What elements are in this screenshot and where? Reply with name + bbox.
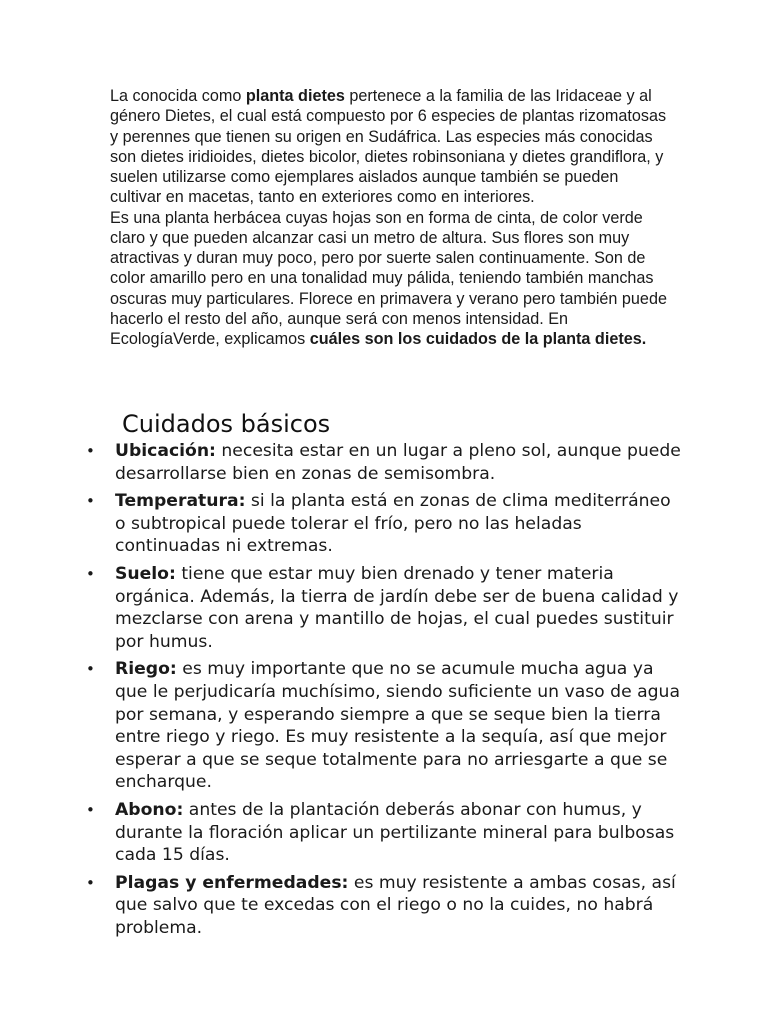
section-heading: Cuidados básicos	[122, 410, 331, 438]
bullet-icon: •	[86, 800, 95, 819]
bullet-icon: •	[86, 660, 95, 679]
intro-p2-text: Es una planta herbácea cuyas hojas son en forma de cinta, de color verde claro y que pueden alcanzar casi un metro de altura. Sus flores son muy atractivas y duran muy poco, pero por suerte salen continuamente. Son de color amarillo pero en una tonalidad muy pálida, teniendo también manchas oscuras muy particulares. Florece en primavera y verano pero también puede hacerlo el resto del año, aunque será con menos intensidad. En EcologíaVerde, explicamos	[110, 208, 667, 348]
intro-text	[110, 86, 670, 349]
care-item-text: tiene que estar muy bien drenado y tener materia orgánica. Además, la tierra de jardín debe ser de buena calidad y mezclarse con arena y mantillo de hojas, el cual puedes sustituir por humus.	[115, 563, 679, 652]
care-item-temperatura	[86, 490, 686, 558]
care-item-plagas	[86, 872, 686, 940]
intro-p2-bold-care-link: cuáles son los cuidados de la planta dietes.	[309, 330, 647, 348]
care-item-text: si la planta está en zonas de clima mediterráneo o subtropical puede tolerar el frío, pero no las heladas continuadas ni extremas.	[115, 491, 671, 557]
bullet-icon: •	[86, 564, 95, 583]
care-item-label: Suelo:	[115, 563, 176, 584]
care-item-ubicacion	[86, 440, 686, 485]
care-item-abono	[86, 799, 686, 867]
care-list	[86, 440, 686, 944]
care-item-text: antes de la plantación deberás abonar con humus, y durante la floración aplicar un pertilizante mineral para bulbosas cada 15 días.	[115, 799, 675, 866]
care-item-label: Temperatura:	[115, 491, 246, 512]
intro-paragraph-1	[110, 86, 670, 208]
intro-paragraph-2	[110, 208, 670, 350]
care-item-label: Plagas y enfermedades:	[115, 872, 349, 893]
bullet-icon: •	[86, 492, 95, 511]
care-item-text: es muy importante que no se acumule mucha agua ya que le perjudicaría muchísimo, siendo suficiente un vaso de agua por semana, y esperando siempre a que se seque bien la tierra entre riego y riego. Es muy resistente a la sequía, así que mejor esperar a que se seque totalmente para no arriesgarte a que se encharque.	[115, 659, 680, 793]
care-item-riego	[86, 658, 686, 794]
care-item-label: Riego:	[115, 659, 177, 680]
care-item-label: Ubicación:	[115, 441, 216, 461]
care-item-label: Abono:	[115, 799, 184, 820]
intro-p1-text-start: La conocida como	[110, 87, 246, 105]
bullet-icon: •	[86, 873, 95, 892]
care-item-text: necesita estar en un lugar a pleno sol, aunque puede desarrollarse bien en zonas de semisombra.	[115, 441, 681, 484]
care-item-suelo	[86, 563, 686, 653]
intro-p1-bold-plant-name: planta dietes	[245, 87, 345, 105]
intro-p1-text-end: pertenece a la familia de las Iridaceae y al género Dietes, el cual está compuesto por 6 especies de plantas rizomatosas y perennes que tienen su origen en Sudáfrica. Las especies más conocidas son dietes iridioides, dietes bicolor, dietes robinsoniana y dietes grandiflora, y suelen utilizarse como ejemplares aislados aunque también se pueden cultivar en macetas, tanto en exteriores como en interiores.	[110, 87, 667, 207]
bullet-icon: •	[86, 442, 95, 460]
care-item-text: es muy resistente a ambas cosas, así que salvo que te excedas con el riego o no la cuides, no habrá problema.	[115, 872, 676, 938]
